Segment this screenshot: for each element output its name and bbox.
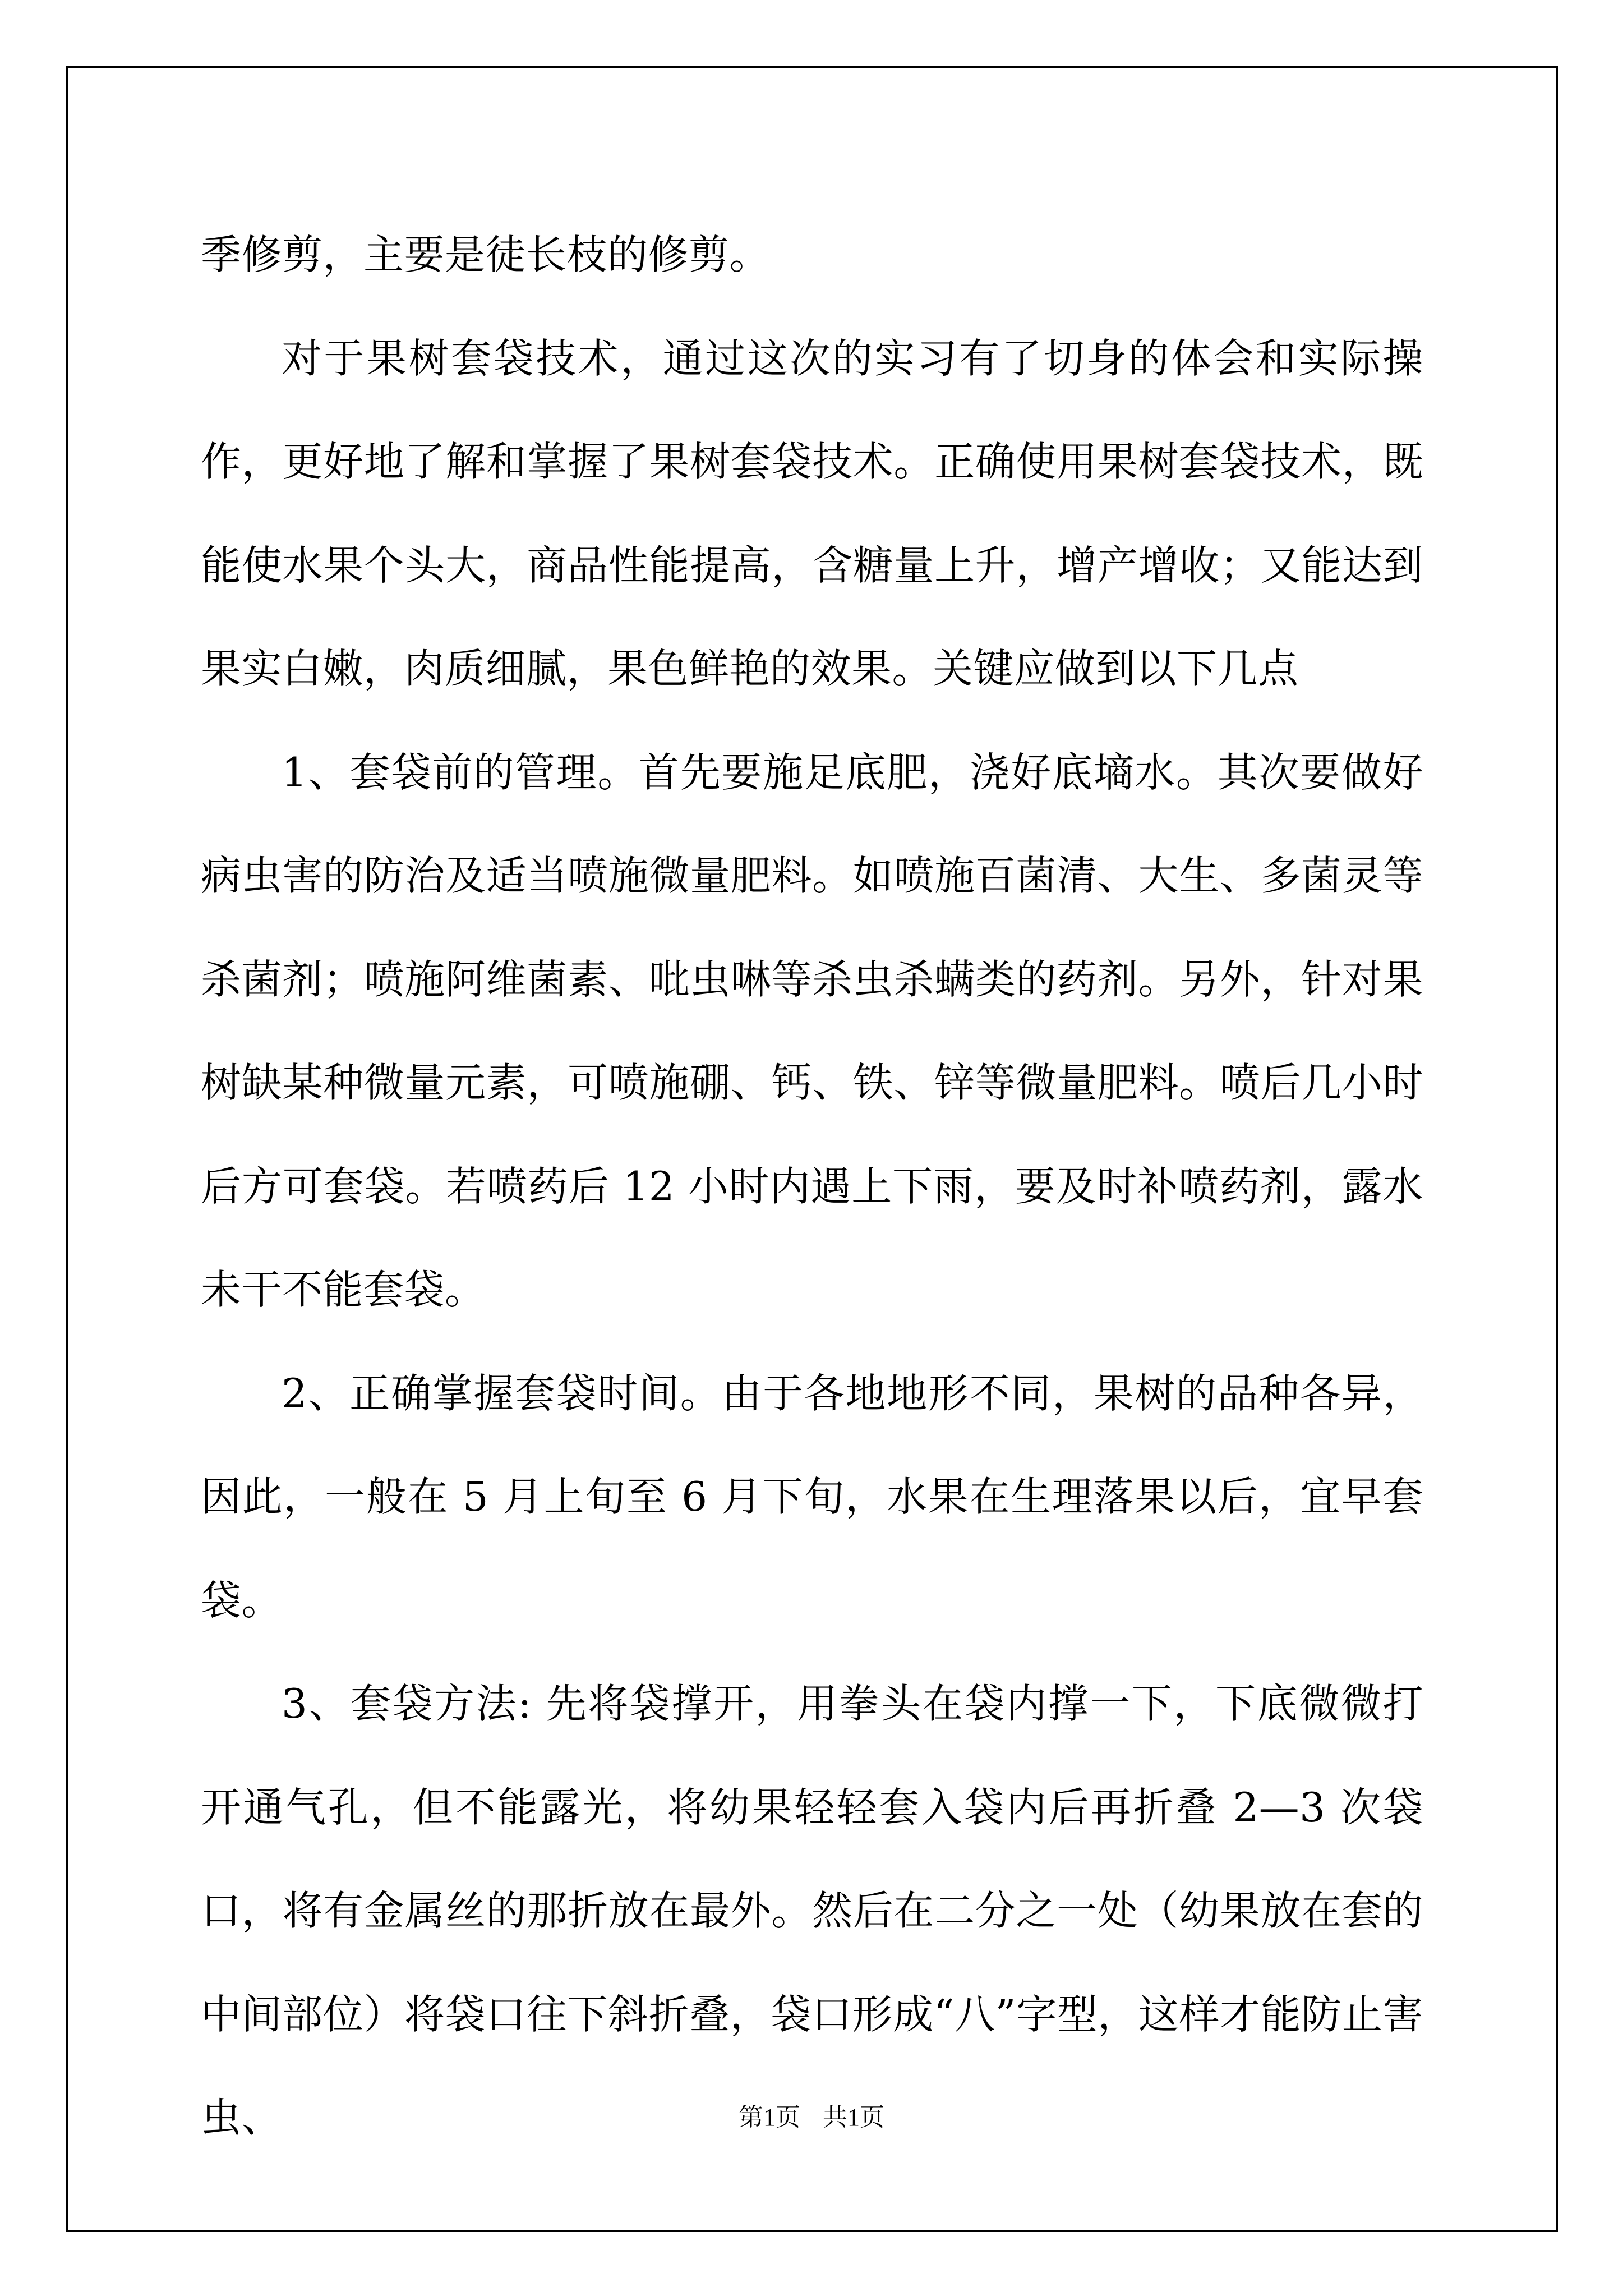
paragraph: 3、套袋方法: 先将袋撑开，用拳头在袋内撑一下，下底微微打开通气孔，但不能露光，将幼果轻轻套入袋内后再折叠 2—3 次袋口，将有金属丝的那折放在最外。然后在二分之一处（幼果放在套的中间部位）将袋口往下斜折叠，袋口形成“八”字型，这样才能防止害虫、 <box>201 1680 1423 2141</box>
document-body <box>201 203 1423 2170</box>
page-number: 第1页 <box>739 2104 800 2131</box>
paragraph: 2、正确掌握套袋时间。由于各地地形不同，果树的品种各异，因此，一般在 5 月上旬至 6 月下旬，水果在生理落果以后，宜早套袋。 <box>201 1369 1423 1624</box>
page-footer <box>0 2097 1623 2133</box>
paragraph: 对于果树套袋技术，通过这次的实习有了切身的体会和实际操作，更好地了解和掌握了果树套袋技术。正确使用果树套袋技术，既能使水果个头大，商品性能提高，含糖量上升，增产增收；又能达到果实白嫩，肉质细腻，果色鲜艳的效果。关键应做到以下几点 <box>201 334 1423 692</box>
paragraph: 季修剪，主要是徒长枝的修剪。 <box>201 231 771 278</box>
paragraph: 1、套袋前的管理。首先要施足底肥，浇好底墒水。其次要做好病虫害的防治及适当喷施微量肥料。如喷施百菌清、大生、多菌灵等杀菌剂；喷施阿维菌素、吡虫啉等杀虫杀螨类的药剂。另外，针对果树缺某种微量元素，可喷施硼、钙、铁、锌等微量肥料。喷后几小时后方可套袋。若喷药后 12 小时内遇上下雨，要及时补喷药剂，露水未干不能套袋。 <box>201 748 1423 1313</box>
page-total: 共1页 <box>823 2104 884 2131</box>
